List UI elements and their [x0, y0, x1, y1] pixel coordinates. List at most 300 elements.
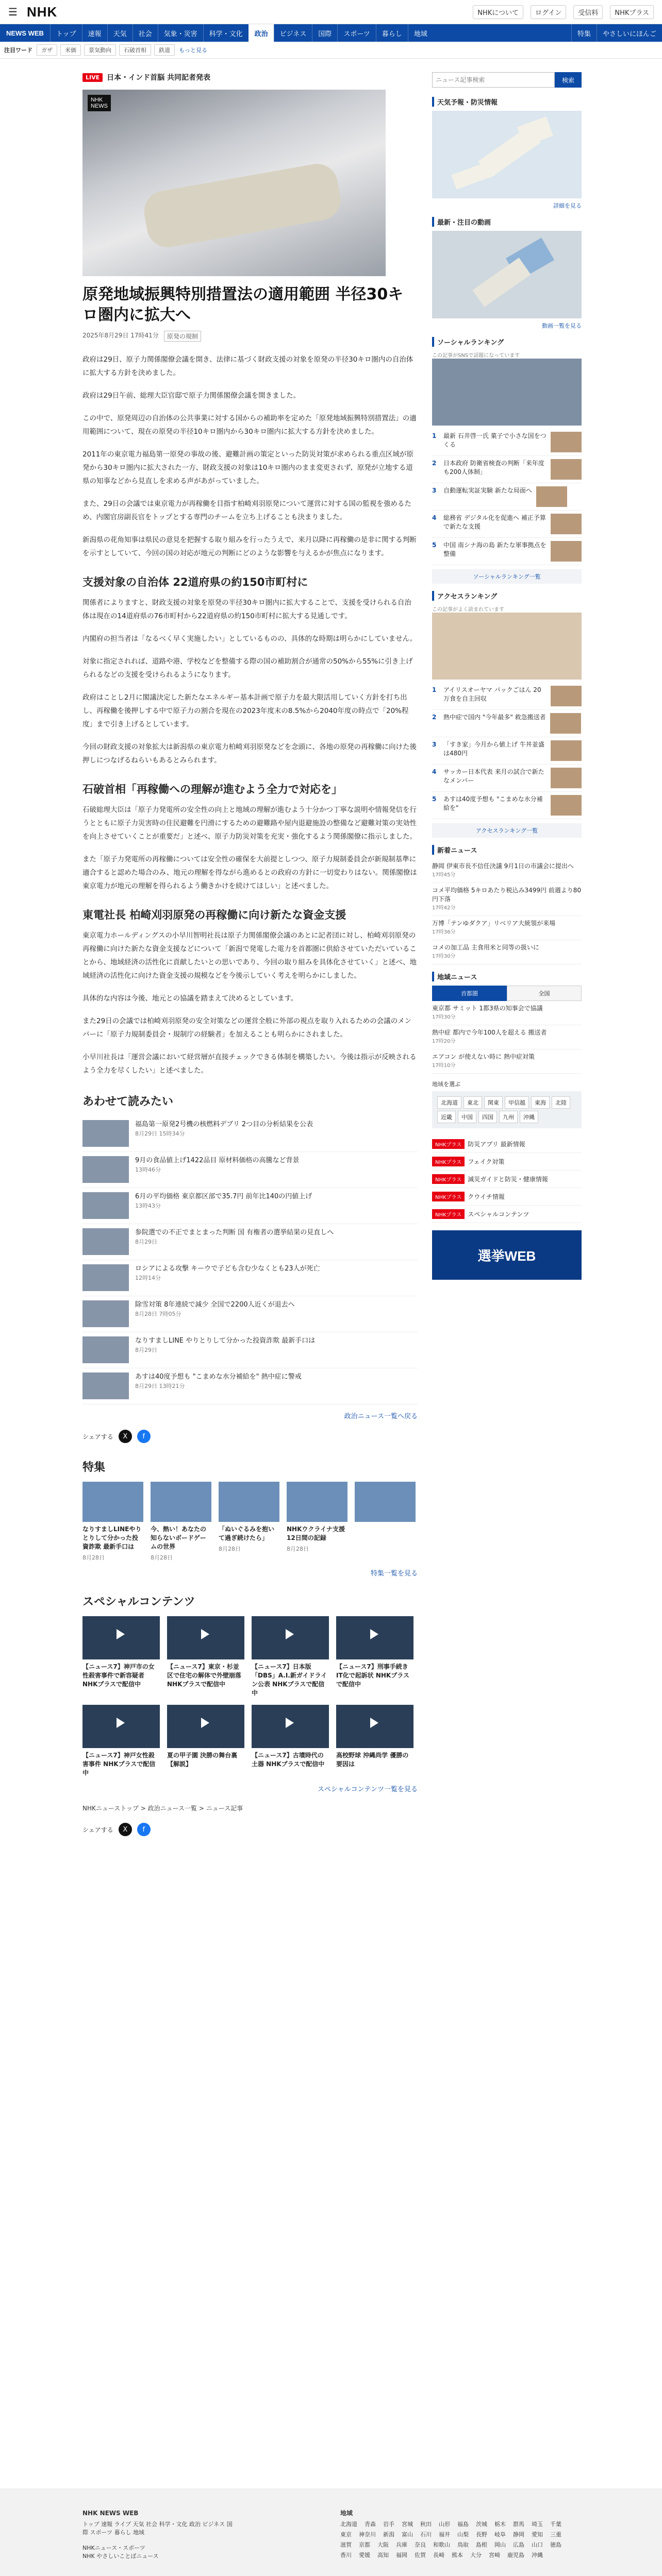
- feature-title: なりすましLINEやりとりして分かった投資詐欺 最新手口は: [82, 1526, 142, 1550]
- related-title: 除雪対策 8年連続で減少 全国で2200人近くが退去へ: [135, 1301, 295, 1309]
- local-tab[interactable]: 首都圏: [432, 986, 507, 1001]
- article-paragraph: 小早川社長は「運営会議において経営層が直接チェックできる体制を構築したい。今後は指示が反映されるよう全力を尽くしたい」と述べました。: [82, 1053, 417, 1075]
- footer-region-link[interactable]: 愛知: [532, 2531, 543, 2538]
- nav-item[interactable]: 科学・文化: [203, 24, 249, 42]
- ranking-title: 日本政府 防衛省検査の判断「来年度も200人体制」: [443, 460, 544, 476]
- footer-region-link[interactable]: 三重: [550, 2531, 561, 2538]
- service-title: 減災ガイドと防災・健康情報: [468, 1176, 548, 1183]
- service-badge: NHKプラス: [432, 1209, 465, 1219]
- article-paragraph: また29日の会議では柏崎刈羽原発の安全対策などの運営全般に外部の視点を取り入れるための会議のメンバーに「原子力規制委員会・規制庁の経験者」を加えることも明らかにされました。: [82, 1017, 412, 1039]
- search-box: [432, 72, 582, 88]
- nav-item[interactable]: トップ: [50, 24, 82, 42]
- keyword-tag[interactable]: 石破首相: [119, 44, 151, 56]
- nav-right-item[interactable]: 特集: [571, 24, 597, 42]
- footer-region-link[interactable]: 高知: [377, 2552, 389, 2558]
- ranking-item[interactable]: [432, 456, 582, 483]
- hero-image: [82, 90, 386, 276]
- feature-card[interactable]: [82, 1482, 143, 1562]
- footer-region-link[interactable]: 東京: [340, 2531, 352, 2538]
- footer-regions: [340, 2520, 567, 2560]
- footer-col-regions: [340, 2509, 567, 2560]
- footer-region-link[interactable]: 富山: [402, 2531, 413, 2538]
- header-link[interactable]: ログイン: [531, 5, 566, 19]
- special-card[interactable]: [82, 1616, 160, 1698]
- related-item[interactable]: [82, 1188, 418, 1224]
- footer-region-link[interactable]: 青森: [365, 2521, 376, 2528]
- ranking-number: 1: [432, 432, 437, 439]
- special-card[interactable]: [336, 1616, 413, 1698]
- footer-link[interactable]: ライブ: [114, 2521, 133, 2528]
- breadcrumb: [82, 1804, 418, 1812]
- article-paragraph: 政府は29日午前、総理大臣官邸で原子力関係閣僚会議を開きました。: [82, 392, 301, 400]
- footer-region-link[interactable]: 長崎: [433, 2552, 444, 2558]
- keyword-tag[interactable]: ガザ: [37, 44, 57, 56]
- footer-region-link[interactable]: 大分: [470, 2552, 482, 2558]
- article-paragraph: また、29日の会議では東京電力が再稼働を目指す柏崎刈羽原発について運営に対する国の監視を強めるため、内閣官房副長官をトップとする専門のチームを立ち上げることも決まりました。: [82, 500, 411, 521]
- x-share-icon[interactable]: X: [119, 1430, 132, 1443]
- region-button[interactable]: 東北: [464, 1096, 482, 1109]
- video-heading: 最新・注目の動画: [432, 217, 582, 227]
- feature-title: 今、熱い！あなたの知らないボードゲームの世界: [151, 1526, 207, 1550]
- special-card[interactable]: [252, 1705, 329, 1777]
- footer-region-link[interactable]: 北海道: [340, 2521, 357, 2528]
- related-title: ロシアによる攻撃 キーウで子ども含む少なくとも23人が死亡: [135, 1265, 320, 1273]
- new-news-title: 万博「テンゆダクア」リベリア大統領が来場: [432, 920, 556, 927]
- service-item[interactable]: [432, 1153, 582, 1171]
- article-date: 2025年8月29日 17時41分: [82, 332, 159, 339]
- live-badge: LIVE: [82, 73, 103, 82]
- region-button[interactable]: 北陸: [552, 1096, 570, 1109]
- footer-region-link[interactable]: 山梨: [457, 2531, 469, 2538]
- ranking-item[interactable]: [432, 429, 582, 456]
- related-thumbnail: [82, 1120, 129, 1147]
- access-top-image[interactable]: [432, 613, 582, 680]
- region-button[interactable]: 関東: [484, 1096, 503, 1109]
- footer-region-link[interactable]: 福井: [439, 2531, 450, 2538]
- footer-region-link[interactable]: 神奈川: [359, 2531, 376, 2538]
- main-nav: [0, 24, 662, 42]
- rain-map[interactable]: [432, 231, 582, 318]
- access-item[interactable]: [432, 710, 582, 737]
- access-ranking-button[interactable]: アクセスランキング一覧: [432, 823, 582, 838]
- related-item[interactable]: [82, 1260, 418, 1296]
- region-button[interactable]: 甲信越: [505, 1096, 529, 1109]
- header-link[interactable]: 受信料: [573, 5, 603, 19]
- ranking-title: 最新 石井啓一氏 菓子で小さな国をつくる: [443, 432, 547, 448]
- new-news-item[interactable]: [432, 940, 582, 964]
- footer-region-link[interactable]: 徳島: [550, 2541, 561, 2548]
- nav-item[interactable]: 天気: [107, 24, 133, 42]
- feature-card[interactable]: [355, 1482, 416, 1562]
- special-title: 【ニュース7】東京・杉並区で住宅の解体で外壁崩落 NHKプラスで配信中: [167, 1663, 242, 1688]
- related-text: [135, 1372, 302, 1390]
- nav-item[interactable]: ビジネス: [274, 24, 312, 42]
- region-button[interactable]: 中国: [458, 1111, 476, 1123]
- ranking-thumbnail: [551, 514, 582, 534]
- special-thumbnail: [82, 1705, 160, 1748]
- access-ranking-list: [432, 683, 582, 819]
- footer-site-name: NHK NEWS WEB: [82, 2510, 139, 2517]
- local-news-time: 17時10分: [432, 1063, 456, 1069]
- special-thumbnail: [167, 1616, 244, 1659]
- local-news-list: [432, 1001, 582, 1074]
- new-news-time: 17時30分: [432, 954, 456, 959]
- footer-region-link[interactable]: 愛媛: [359, 2552, 370, 2558]
- access-note: この記事がよく読まれています: [432, 607, 504, 613]
- service-badge: NHKプラス: [432, 1139, 465, 1149]
- ranking-number: 5: [432, 541, 437, 549]
- related-thumbnail: [82, 1156, 129, 1183]
- article-paragraph: 東京電力ホールディングスの小早川智明社長は原子力関係閣僚会議のあとに記者団に対し、柏崎刈羽原発の再稼働に向けた新たな資金支援などについて「新潟で発電した電力を首都圏に供給させていただいていることから、地域経済の活性化に貢献したいとの思いであり、今回の取り組みを具体化させていく」と述べ、地域経済の活性化に向けた資金支援の規模などを今後示していく考えを明らかにしました。: [82, 931, 417, 980]
- special-card[interactable]: [167, 1705, 244, 1777]
- related-text: [135, 1228, 334, 1246]
- article-paragraph: 具体的な内容は今後、地元との協議を踏まえて決めるとしています。: [82, 994, 298, 1003]
- footer-region-link[interactable]: 宮崎: [489, 2552, 500, 2558]
- footer-region-link[interactable]: 栃木: [494, 2521, 506, 2528]
- share-label-bottom: シェアする: [82, 1826, 113, 1834]
- region-button[interactable]: 九州: [499, 1111, 518, 1123]
- keyword-tag[interactable]: 米価: [60, 44, 81, 56]
- feature-image: [151, 1482, 211, 1522]
- related-date: 13時46分: [135, 1166, 161, 1173]
- special-title: 【ニュース7】神戸市の女性殺害事件で新容疑者 NHKプラスで配信中: [82, 1663, 155, 1688]
- access-thumbnail: [551, 768, 582, 788]
- region-button[interactable]: 近畿: [437, 1111, 456, 1123]
- site-footer: [0, 2488, 662, 2576]
- footer-link[interactable]: 科学・文化: [159, 2521, 190, 2528]
- feature-title: 「ぬいぐるみを抱いて過ぎ続けたら」: [219, 1526, 275, 1541]
- footer-link[interactable]: 社会: [146, 2521, 159, 2528]
- related-thumbnail: [82, 1300, 129, 1327]
- footer-col-main: [82, 2509, 237, 2561]
- access-thumbnail: [551, 740, 582, 761]
- nav-item[interactable]: 暮らし: [376, 24, 408, 42]
- feature-image: [219, 1482, 279, 1522]
- access-item[interactable]: [432, 737, 582, 765]
- feature-image: [355, 1482, 416, 1522]
- footer-region-link[interactable]: 山形: [439, 2521, 450, 2528]
- ranking-title: 中国 南シナ海の島 新たな軍事拠点を整備: [443, 541, 547, 557]
- paragraph-group-2: [82, 596, 418, 767]
- special-thumbnail: [336, 1616, 413, 1659]
- local-news-time: 17時30分: [432, 1014, 456, 1020]
- access-title: サッカー日本代表 来月の試合で新たなメンバー: [443, 768, 544, 784]
- local-news-title: 熱中症 都内で今年100人を超える 搬送者: [432, 1029, 547, 1036]
- footer-region-link[interactable]: 長野: [476, 2531, 487, 2538]
- social-ranking-button[interactable]: ソーシャルランキング一覧: [432, 569, 582, 584]
- footer-region-link[interactable]: 鹿児島: [507, 2552, 524, 2558]
- local-tabs: [432, 986, 582, 1001]
- feature-card[interactable]: [287, 1482, 347, 1562]
- ranking-thumbnail: [551, 432, 582, 452]
- article-paragraph: 内閣府の担当者は「なるべく早く実施したい」としているものの、具体的な時期は明らかにしていません。: [82, 635, 417, 643]
- footer-link[interactable]: トップ: [82, 2521, 102, 2528]
- ranking-item[interactable]: [432, 511, 582, 538]
- article-body: [82, 353, 418, 1077]
- social-ranking-heading: ソーシャルランキング: [432, 337, 582, 347]
- footer-region-link[interactable]: 静岡: [513, 2531, 524, 2538]
- footer-region-link[interactable]: 広島: [513, 2541, 524, 2548]
- article-paragraph: 石破総理大臣は「原子力発電所の安全性の向上と地域の理解が進むよう十分かつ丁寧な説明や情報発信を行うとともに原子力災害時の住民避難を円滑にするための避難路や屋内退避施設の整備など避難対策の実効性を向上させていくことが重要だ」と述べ、原子力防災対策を充実・強化するよう関係閣僚に指示しました。: [82, 806, 417, 841]
- footer-region-link[interactable]: 岐阜: [494, 2531, 506, 2538]
- article-subheading-3: 東電社長 柏崎刈羽原発の再稼働に向け新たな資金支援: [82, 909, 346, 921]
- news-web-brand[interactable]: NEWS WEB: [6, 29, 44, 37]
- footer-region-link[interactable]: 茨城: [476, 2521, 487, 2528]
- nav-item[interactable]: 国際: [312, 24, 337, 42]
- new-news-time: 17時45分: [432, 872, 456, 878]
- local-tab[interactable]: 全国: [507, 986, 582, 1001]
- service-item[interactable]: [432, 1206, 582, 1223]
- local-news-item[interactable]: [432, 1001, 582, 1025]
- features-grid: [82, 1482, 418, 1562]
- ranking-thumbnail: [551, 541, 582, 562]
- footer-region-link[interactable]: 香川: [340, 2552, 352, 2558]
- nav-right-item[interactable]: やさしいにほんご: [597, 24, 662, 42]
- ranking-title: 総務省 デジタル化を促進へ 補正予算で新たな支援: [443, 514, 546, 530]
- live-title: 日本・インド首脳 共同記者発表: [107, 74, 211, 82]
- region-selector: [432, 1091, 582, 1128]
- keyword-more-link[interactable]: もっと見る: [179, 47, 207, 54]
- special-title: 高校野球 沖縄尚学 優勝の要因は: [336, 1752, 409, 1768]
- article-paragraph: 政府はことし2月に閣議決定した新たなエネルギー基本計画で原子力を最大限活用していく方針を打ち出し、再稼働を後押しする中で原子力の割合を現在の2023年度末の8.5%から2040年度の時点で「20%程度」まで引き上げるとしています。: [82, 693, 409, 728]
- feature-image: [287, 1482, 347, 1522]
- footer-link[interactable]: NHKニュース・スポーツ: [82, 2545, 145, 2551]
- service-item[interactable]: [432, 1136, 582, 1153]
- ranking-thumbnail: [551, 459, 582, 480]
- live-banner[interactable]: [82, 72, 418, 82]
- access-title: 熱中症で国内 "今年最多" 救急搬送者: [443, 714, 546, 721]
- footer-link[interactable]: 速報: [101, 2521, 114, 2528]
- related-item[interactable]: [82, 1296, 418, 1332]
- keyword-label: 注目ワード: [4, 47, 32, 54]
- special-title: 【ニュース7】刑事手続き IT化で起訴状 NHKプラスで配信中: [336, 1663, 409, 1688]
- footer-region-link[interactable]: 千葉: [550, 2521, 561, 2528]
- footer-region-link[interactable]: 石川: [420, 2531, 432, 2538]
- share-bar: [82, 1430, 418, 1443]
- article-subheading-1: 支援対象の自治体 22道府県の約150市町村に: [82, 576, 308, 588]
- ranking-top-image[interactable]: [432, 359, 582, 426]
- related-thumbnail: [82, 1228, 129, 1255]
- x-share-icon[interactable]: X: [119, 1823, 132, 1836]
- related-list: [82, 1116, 418, 1404]
- footer-link[interactable]: 天気: [133, 2521, 146, 2528]
- breadcrumb-item[interactable]: > 政治ニュース一覧: [138, 1805, 197, 1812]
- election-web-banner[interactable]: 選挙WEB: [432, 1230, 582, 1280]
- footer-region-link[interactable]: 兵庫: [396, 2541, 407, 2548]
- footer-region-link[interactable]: 岡山: [494, 2541, 506, 2548]
- related-title: 福島第一原発2号機の核燃料デブリ 2つ目の分析結果を公表: [135, 1121, 313, 1128]
- special-thumbnail: [167, 1705, 244, 1748]
- service-item[interactable]: [432, 1188, 582, 1206]
- feature-image: [82, 1482, 143, 1522]
- feature-card[interactable]: [151, 1482, 211, 1562]
- ranking-number: 3: [432, 487, 437, 494]
- features-heading: 特集: [82, 1461, 106, 1474]
- breadcrumb-item[interactable]: NHKニューストップ: [82, 1805, 139, 1812]
- feature-date: 8月28日: [82, 1554, 105, 1561]
- access-thumbnail: [551, 795, 582, 816]
- footer-region-link[interactable]: 新潟: [383, 2531, 394, 2538]
- new-news-title: コメの加工品 主食用米と同等の扱いに: [432, 944, 539, 951]
- feature-date: 8月28日: [151, 1554, 173, 1561]
- nav-item[interactable]: 気象・災害: [158, 24, 203, 42]
- search-button[interactable]: 検索: [555, 72, 582, 88]
- footer-region-link[interactable]: 佐賀: [415, 2552, 426, 2558]
- related-thumbnail: [82, 1372, 129, 1399]
- facebook-share-icon[interactable]: f: [137, 1430, 151, 1443]
- service-title: クウイチ情報: [468, 1193, 505, 1200]
- nav-item[interactable]: 社会: [133, 24, 158, 42]
- related-item[interactable]: [82, 1332, 418, 1368]
- footer-link[interactable]: ビジネス: [202, 2521, 227, 2528]
- keyword-tag[interactable]: 鉄道: [154, 44, 175, 56]
- article-paragraph: この中で、原発周辺の自治体の公共事業に対する国からの補助率を定めた「原発地域振興特別措置法」の適用範囲について、現在の原発の半径10キロ圏内から30キロ圏内に拡大する方針を決めました。: [82, 414, 417, 436]
- share-label: シェアする: [82, 1433, 113, 1440]
- local-news-title: エアコン が使えない時に 熱中症対策: [432, 1053, 535, 1060]
- footer-region-link[interactable]: 群馬: [513, 2521, 524, 2528]
- header-link[interactable]: NHKプラス: [610, 5, 654, 19]
- footer-link[interactable]: 地域: [133, 2529, 145, 2536]
- related-thumbnail: [82, 1336, 129, 1363]
- footer-region-link[interactable]: 島根: [476, 2541, 487, 2548]
- footer-region-link[interactable]: 奈良: [415, 2541, 426, 2548]
- related-text: [135, 1300, 295, 1318]
- social-ranking-list: [432, 429, 582, 565]
- footer-region-link[interactable]: 山口: [532, 2541, 543, 2548]
- local-news-item[interactable]: [432, 1025, 582, 1049]
- access-item[interactable]: [432, 683, 582, 710]
- local-news-time: 17時20分: [432, 1039, 456, 1044]
- nhk-logo[interactable]: NHK: [26, 4, 58, 20]
- footer-region-link[interactable]: 鳥取: [457, 2541, 469, 2548]
- footer-link[interactable]: 政治: [189, 2521, 203, 2528]
- video-more-link[interactable]: 動画一覧を見る: [542, 323, 582, 329]
- nav-item[interactable]: 地域: [408, 24, 433, 42]
- access-item[interactable]: [432, 792, 582, 819]
- service-title: スペシャルコンテンツ: [468, 1211, 529, 1218]
- special-thumbnail: [336, 1705, 413, 1748]
- service-badge: NHKプラス: [432, 1192, 465, 1201]
- special-card[interactable]: [252, 1616, 329, 1698]
- ranking-item[interactable]: [432, 538, 582, 565]
- new-news-time: 17時36分: [432, 929, 456, 935]
- new-news-item[interactable]: [432, 883, 582, 916]
- new-news-item[interactable]: [432, 859, 582, 883]
- access-number: 1: [432, 686, 437, 693]
- local-news-title: 東京都 サミット 1都3県の知事会で協議: [432, 1005, 543, 1012]
- footer-region-link[interactable]: 埼玉: [532, 2521, 543, 2528]
- weather-map[interactable]: [432, 111, 582, 198]
- local-news-item[interactable]: [432, 1049, 582, 1074]
- feature-date: 8月28日: [287, 1546, 309, 1552]
- footer-region-link[interactable]: 岩手: [383, 2521, 394, 2528]
- related-heading: あわせて読みたい: [82, 1095, 174, 1108]
- nav-item[interactable]: 政治: [249, 24, 274, 42]
- service-badge: NHKプラス: [432, 1157, 465, 1166]
- article-paragraph: 対象に指定されれば、道路や港、学校などを整備する際の国の補助割合が通常の50%から55%に引き上げられるなどの支援を受けられるようになります。: [82, 657, 413, 679]
- keyword-tag[interactable]: 景気動向: [84, 44, 116, 56]
- access-item[interactable]: [432, 765, 582, 792]
- service-badge: NHKプラス: [432, 1174, 465, 1184]
- related-title: あすは40度予想も "こまめな水分補給を" 熱中症に警戒: [135, 1373, 302, 1381]
- footer-region-link[interactable]: 大阪: [377, 2541, 389, 2548]
- related-item[interactable]: [82, 1368, 418, 1404]
- nhk-news-watermark: NHK NEWS: [88, 95, 111, 111]
- nav-item[interactable]: スポーツ: [337, 24, 375, 42]
- footer-link[interactable]: 暮らし: [114, 2529, 134, 2536]
- related-title: 9月の食品値上げ1422品目 原材料価格の高騰など背景: [135, 1157, 300, 1164]
- access-number: 3: [432, 741, 437, 748]
- header-link[interactable]: NHKについて: [473, 5, 523, 19]
- access-thumbnail: [551, 686, 582, 706]
- article-meta: [82, 331, 418, 342]
- ranking-item[interactable]: [432, 483, 582, 511]
- footer-link[interactable]: スポーツ: [90, 2529, 114, 2536]
- footer-region-link[interactable]: 宮城: [402, 2521, 413, 2528]
- special-card[interactable]: [336, 1705, 413, 1777]
- footer-region-link[interactable]: 沖縄: [532, 2552, 543, 2558]
- footer-region-link[interactable]: 和歌山: [433, 2541, 450, 2548]
- search-input[interactable]: [432, 72, 555, 88]
- related-thumbnail: [82, 1264, 129, 1291]
- region-button[interactable]: 東海: [531, 1096, 550, 1109]
- footer-region-link[interactable]: 福島: [457, 2521, 469, 2528]
- article-category[interactable]: 原発の規制: [164, 331, 201, 342]
- new-news-item[interactable]: [432, 916, 582, 940]
- breadcrumb-item: > ニュース記事: [197, 1805, 243, 1812]
- weather-more-link[interactable]: 詳細を見る: [553, 202, 582, 209]
- feature-card[interactable]: [219, 1482, 279, 1562]
- service-title: フェイク対策: [468, 1158, 505, 1165]
- article-paragraph: また「原子力発電所の再稼働については安全性の確保を大前提としつつ、原子力規制委員会が新規制基準に適合すると認めた場合のみ、地元の理解を得ながら進めるとの政府の方針に一切変わりはない。関係閣僚は東京電力が地元の理解を得られるよう働きかけを続けてほしい」と述べました。: [82, 855, 417, 890]
- access-number: 2: [432, 714, 437, 721]
- related-item[interactable]: [82, 1152, 418, 1188]
- site-header: [0, 0, 662, 24]
- footer-region-link[interactable]: 京都: [359, 2541, 370, 2548]
- service-item[interactable]: [432, 1171, 582, 1188]
- footer-region-link[interactable]: 滋賀: [340, 2541, 352, 2548]
- region-button[interactable]: 北海道: [437, 1096, 461, 1109]
- nav-right: [571, 24, 662, 42]
- footer-link[interactable]: NHK やさしいことばニュース: [82, 2553, 159, 2560]
- footer-link[interactable]: 国際: [82, 2521, 233, 2536]
- related-item[interactable]: [82, 1224, 418, 1260]
- special-more-link[interactable]: スペシャルコンテンツ一覧を見る: [317, 1786, 418, 1793]
- features-more-link[interactable]: 特集一覧を見る: [370, 1570, 418, 1578]
- footer-region-link[interactable]: 福岡: [396, 2552, 407, 2558]
- facebook-share-icon[interactable]: f: [137, 1823, 151, 1836]
- special-card[interactable]: [167, 1616, 244, 1698]
- related-item[interactable]: [82, 1116, 418, 1152]
- new-news-title: コメ平均価格 5キロあたり税込み3499円 前週より80円下落: [432, 887, 582, 903]
- nav-item[interactable]: 速報: [82, 24, 107, 42]
- special-card[interactable]: [82, 1705, 160, 1777]
- special-grid: [82, 1616, 418, 1777]
- region-button[interactable]: 沖縄: [520, 1111, 538, 1123]
- menu-icon[interactable]: ☰: [8, 6, 18, 18]
- related-date: 12時14分: [135, 1275, 161, 1281]
- access-number: 5: [432, 795, 437, 803]
- share-bar-bottom: [82, 1823, 418, 1836]
- footer-region-link[interactable]: 熊本: [452, 2552, 463, 2558]
- special-title: 【ニュース7】古墳時代の土器 NHKプラスで配信中: [252, 1752, 325, 1768]
- main-column: [82, 72, 418, 1845]
- footer-region-link[interactable]: 秋田: [420, 2521, 432, 2528]
- region-button[interactable]: 四国: [478, 1111, 497, 1123]
- article-paragraph: 政府は29日、原子力関係閣僚会議を開き、法律に基づく財政支援の対象を原発の半径30キロ圏内の自治体に拡大する方針を決めました。: [82, 355, 413, 377]
- related-more-link[interactable]: 政治ニュース一覧へ戻る: [344, 1413, 418, 1420]
- region-map-label: 地域を選ぶ: [432, 1081, 460, 1088]
